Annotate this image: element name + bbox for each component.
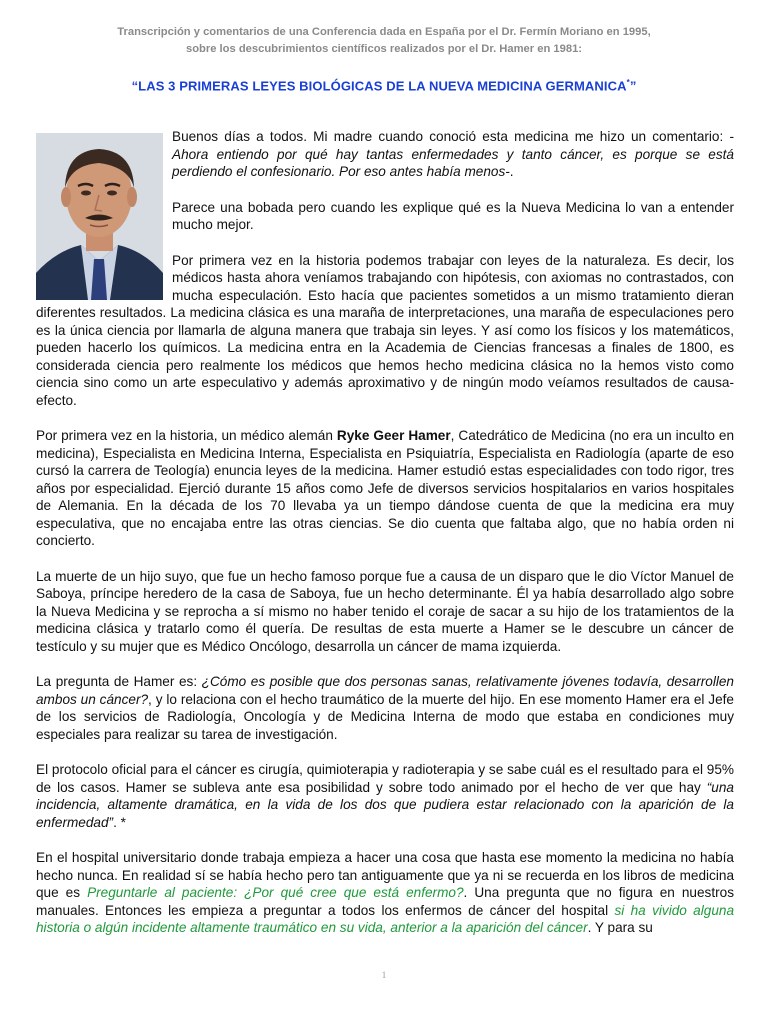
- green-question: Preguntarle al paciente: ¿Por qué cree que está enfermo?: [87, 885, 464, 900]
- header-line-2: sobre los descubrimientos científicos realizados por el Dr. Hamer en 1981:: [185, 43, 583, 55]
- paragraph-6: [36, 673, 734, 743]
- photo-spacer: [36, 128, 172, 302]
- paragraph-4-rest: , Catedrático de Medicina (no era un inculto en medicina), Especialista en Medicina Interna, Especialista en Psiquiatría, Especialista en Radiología (aparte de eso cursó la carrera de Teología) enuncia leyes de la medicina. Hamer estudió estas especialidades con todo rigor, tres años por especialidad. Ejerció durante 15 años como Jefe de diversos servicios hospitalarios en varios hospitales de Alemania. En la década de los 70 llevaba ya un tiempo dándose cuenta de que la medicina era muy especulativa, que no encajaba entre las otras ciencias. Se dio cuenta que faltaba algo, que no había orden ni concierto.: [36, 428, 735, 548]
- paragraph-7: [36, 761, 734, 831]
- green-statement: si ha vivido alguna historia o algún incidente altamente traumático en su vida, anterior a la aparición del cáncer: [36, 902, 735, 935]
- paragraph-8: [36, 849, 734, 937]
- document-header: [0, 24, 768, 58]
- paragraph-4: [36, 427, 734, 550]
- paragraph-2: Parece una bobada pero cuando les explique qué es la Nueva Medicina lo van a entender mucho mejor.: [172, 199, 734, 232]
- paragraph-3: Por primera vez en la historia podemos trabajar con leyes de la naturaleza. Es decir, los médicos hasta ahora veníamos trabajando con hipótesis, con axiomas no contrastados, con mucha especulación. Esto hacía que pacientes sometidos a un mismo tratamiento dieran diferentes resultados. La medicina clásica es una maraña de interpretaciones, una maraña de especulaciones pero es la única ciencia por llamarla de alguna manera que trabaja sin leyes. Y así como los físicos y los matemáticos, pueden hacerlo los químicos. La medicina entra en la Academia de Ciencias francesas a finales de 1800, es considerada ciencia pero realmente los médicos que hemos hecho medicina clásica no la hemos visto como ciencia sino como un arte especulativo y además aproximativo y de ningún modo veíamos resultados de causa-efecto.: [36, 252, 734, 408]
- title-close-quote: ”: [629, 78, 637, 94]
- paragraph-1-text: Buenos días a todos. Mi madre cuando conoció esta medicina me hizo un comentario: -: [172, 129, 734, 144]
- page-number: 1: [381, 970, 387, 980]
- paragraph-6-text: La pregunta de Hamer es:: [36, 674, 202, 689]
- paragraph-8-end: . Y para su: [587, 920, 653, 935]
- paragraph-1-end: .: [509, 164, 514, 179]
- paragraph-6-rest: , y lo relaciona con el hecho traumático de la muerte del hijo. En ese momento Hamer era el Jefe de los servicios de Radiología, Oncología y de Medicina Interna de modo que estaba en condiciones muy especiales para realizar su tarea de investigación.: [36, 691, 734, 742]
- paragraph-4-text: Por primera vez en la historia, un médico alemán: [36, 428, 337, 443]
- paragraph-8-mid: . Una pregunta que no figura en nuestros manuales. Entonces les empieza a preguntar a todos los enfermos de cáncer del hospital: [36, 885, 735, 918]
- paragraph-7-end: . *: [113, 814, 126, 830]
- hamer-name: Ryke Geer Hamer: [336, 428, 451, 443]
- title-footnote-mark: *: [626, 78, 630, 87]
- paragraph-7-text: El protocolo oficial para el cáncer es cirugía, quimioterapia y radioterapia y se sabe cuál es el resultado para el 95% de los casos. Hamer se subleva ante esa posibilidad y sobre todo animado por el hecho de ver que hay: [36, 762, 734, 795]
- header-line-1: Transcripción y comentarios de una Conferencia dada en España por el Dr. Fermín Moriano en 1995,: [117, 26, 651, 38]
- paragraph-8-text: En el hospital universitario donde trabaja empieza a hacer una cosa que hasta ese momento la medicina no había hecho nunca. En realidad sí se había hecho pero tan antiguamente que ya ni se recuerda en los libros de medicina que es: [36, 850, 734, 900]
- paragraph-7-quote: “una incidencia, altamente dramática, en la vida de los dos que pudiera estar relacionado con la aparición de la enfermedad”: [36, 779, 734, 830]
- title-text: “LAS 3 PRIMERAS LEYES BIOLÓGICAS DE LA NUEVA MEDICINA GERMANICA: [131, 78, 627, 94]
- hamer-question: ¿Cómo es posible que dos personas sanas, relativamente jóvenes todavía, desarrollen ambos un cáncer?: [36, 674, 734, 707]
- document-title: [0, 78, 768, 93]
- paragraph-1-quote: Ahora entiendo por qué hay tantas enfermedades y tanto cáncer, es porque se está perdiendo el confesionario. Por eso antes había menos-: [172, 146, 734, 179]
- paragraph-5: La muerte de un hijo suyo, que fue un hecho famoso porque fue a causa de un disparo que le dio Víctor Manuel de Saboya, príncipe heredero de la casa de Saboya, fue un hecho determinante. Él ya había desarrollado algo sobre la Nueva Medicina y se reprocha a sí mismo no haber tenido el coraje de sacar a su hijo de los tratamientos de la medicina clásica y tratarlo como él quería. De resultas de esta muerte a Hamer se le descubre un cáncer de testículo y su mujer que es Médico Oncólogo, desarrolla un cáncer de mama izquierda.: [36, 568, 734, 654]
- article-body: [36, 128, 734, 955]
